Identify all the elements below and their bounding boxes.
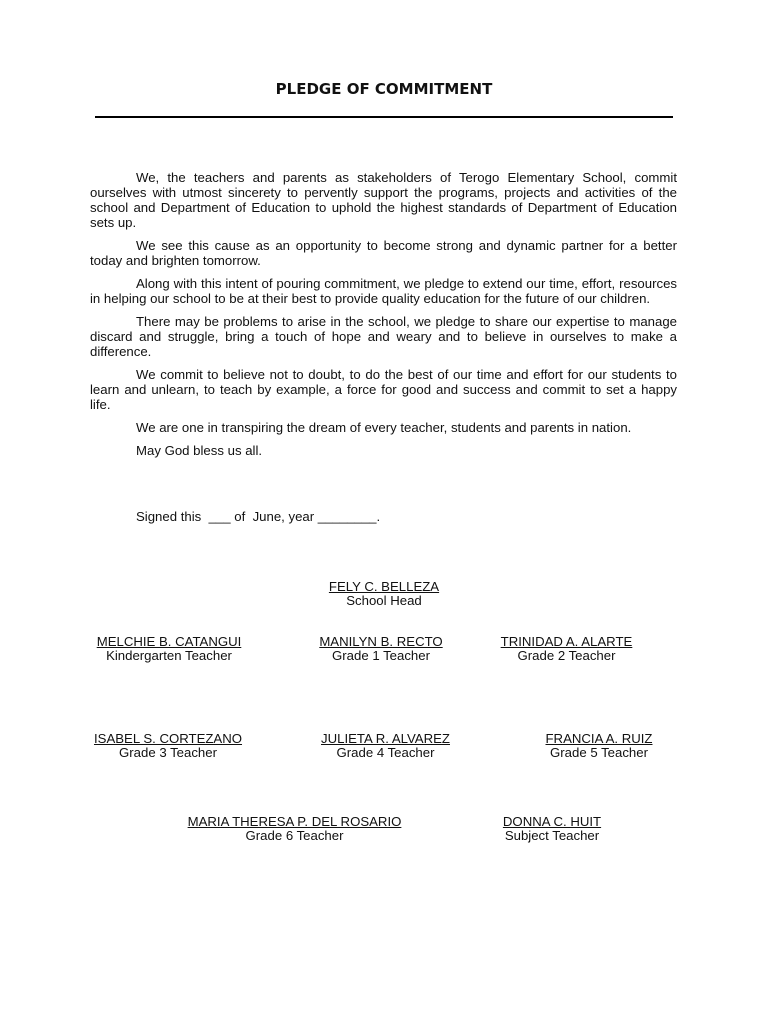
signature-subject-teacher (492, 815, 612, 843)
signatory-name: MARIA THERESA P. DEL ROSARIO (187, 814, 402, 829)
signatory-role: Subject Teacher (504, 828, 600, 843)
paragraph: We commit to believe not to doubt, to do the best of our time and effort for our students to learn and unlearn, to teach by example, a force for good and success and commit to set a happy life. (90, 367, 677, 412)
signature-grade4 (307, 732, 464, 760)
paragraph: We are one in transpiring the dream of every teacher, students and parents in nation. (136, 420, 632, 435)
signatory-role: Grade 2 Teacher (517, 648, 616, 663)
signatory-name: MANILYN B. RECTO (319, 634, 443, 649)
signatory-role: Grade 1 Teacher (332, 648, 430, 663)
signature-grade1 (306, 635, 456, 663)
title-underline (95, 116, 673, 118)
signature-grade2 (490, 635, 643, 663)
signatory-name: DONNA C. HUIT (502, 814, 602, 829)
signatory-role: Grade 3 Teacher (119, 745, 217, 760)
signature-kindergarten (84, 635, 254, 663)
signatory-role: School Head (346, 593, 422, 608)
signature-grade3 (84, 732, 252, 760)
signature-grade5 (532, 732, 666, 760)
signatory-role: Kindergarten Teacher (106, 648, 232, 663)
paragraph: We, the teachers and parents as stakeholders of Terogo Elementary School, commit ourselves with utmost sincerety to pervently support the programs, projects and activities of the school and Department of Education to uphold the highest standards of Department of Education sets up. (90, 170, 677, 230)
signatory-name: FRANCIA A. RUIZ (545, 731, 653, 746)
signatory-role: Grade 4 Teacher (336, 745, 435, 760)
pledge-body (90, 170, 677, 466)
signatory-role: Grade 6 Teacher (245, 828, 344, 843)
paragraph: There may be problems to arise in the school, we pledge to share our expertise to manage discard and struggle, bring a touch of hope and weary and to believe in ourselves to make a difference. (90, 314, 677, 359)
signatory-name: TRINIDAD A. ALARTE (500, 634, 633, 649)
document-title: PLEDGE OF COMMITMENT (275, 80, 493, 98)
signatory-name: MELCHIE B. CATANGUI (96, 634, 242, 649)
signatory-role: Grade 5 Teacher (550, 745, 648, 760)
paragraph: May God bless us all. (136, 443, 263, 458)
signature-school-head (300, 580, 468, 608)
signatory-name: FELY C. BELLEZA (328, 579, 440, 594)
paragraph: Along with this intent of pouring commitment, we pledge to extend our time, effort, resources in helping our school to be at their best to provide quality education for the future of our children. (90, 276, 677, 306)
signature-grade6 (172, 815, 417, 843)
signatory-name: ISABEL S. CORTEZANO (93, 731, 243, 746)
signatory-name: JULIETA R. ALVAREZ (321, 731, 450, 746)
paragraph: We see this cause as an opportunity to become strong and dynamic partner for a better today and brighten tomorrow. (90, 238, 677, 268)
signed-date-line: Signed this ___ of June, year ________. (136, 509, 381, 524)
